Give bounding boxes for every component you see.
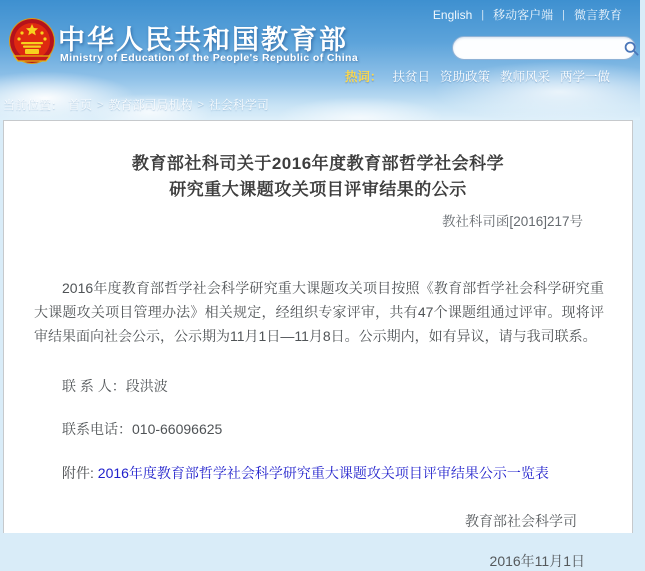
- site-title: 中华人民共和国教育部: [58, 25, 348, 55]
- top-link-weiyan-jiaoyu[interactable]: 微言教育: [573, 8, 622, 22]
- top-utility-links: [433, 6, 622, 23]
- attachment-line: [34, 463, 604, 483]
- breadcrumb: [3, 96, 269, 113]
- breadcrumb-separator: >: [97, 98, 104, 111]
- document-body-paragraph: 2016年度教育部哲学社会科学研究重大课题攻关项目按照《教育部哲学社会科学研究重大课题攻关项目管理办法》相关规定，经组织专家评审，共有47个课题组通过评审。现将评审结果面向社会公示，公示期为11月1日—11月8日。公示期内，如有异议，请与我司联系。: [34, 280, 604, 344]
- breadcrumb-separator: >: [197, 98, 204, 111]
- breadcrumb-item-departments[interactable]: 教育部司局机构: [108, 98, 193, 112]
- breadcrumb-item-home[interactable]: 首页: [68, 98, 93, 112]
- search-button[interactable]: [624, 37, 645, 59]
- hot-words-label: 热词：: [344, 70, 383, 84]
- contact-person-line: 联 系 人：段洪波: [62, 378, 168, 394]
- hot-word-link-jiaoshifengcai[interactable]: 教师风采: [499, 70, 550, 84]
- hot-words-bar: [345, 67, 610, 85]
- search-input[interactable]: [453, 37, 624, 59]
- document-title: [4, 151, 632, 203]
- attachment-link[interactable]: 2016年度教育部哲学社会科学研究重大课题攻关项目评审结果公示一览表: [97, 465, 549, 481]
- top-link-english[interactable]: English: [432, 7, 473, 22]
- top-link-mobile-client[interactable]: 移动客户端: [493, 8, 554, 22]
- hot-word-link-fupinri[interactable]: 扶贫日: [392, 70, 430, 84]
- document-number: 教社科司函[2016]217号: [441, 214, 583, 229]
- hot-word-link-zizhuzhengce[interactable]: 资助政策: [439, 70, 490, 84]
- site-header: [0, 0, 640, 120]
- search-icon: [624, 41, 639, 56]
- breadcrumb-label: 当前位置：: [3, 98, 64, 112]
- contact-phone-line: 联系电话：010-66096625: [62, 421, 223, 437]
- document-panel: [3, 120, 633, 569]
- hot-word-link-liangxueyizuo[interactable]: 两学一做: [559, 70, 610, 84]
- top-links-divider: |: [481, 8, 485, 21]
- breadcrumb-item-social-science[interactable]: 社会科学司: [208, 98, 269, 112]
- search-box: [452, 36, 636, 60]
- issuing-department-signature: 教育部社会科学司: [465, 513, 577, 529]
- document-date: 2016年11月1日: [489, 553, 585, 569]
- top-links-divider: |: [562, 8, 565, 21]
- document-title-line1: 教育部社科司关于2016年度教育部哲学社会科学: [131, 154, 505, 173]
- national-emblem-logo: [8, 16, 56, 68]
- site-subtitle: Ministry of Education of the People's Republic of China: [60, 52, 359, 64]
- attachment-label: 附件:: [62, 465, 98, 481]
- document-title-line2: 研究重大课题攻关项目评审结果的公示: [169, 180, 467, 199]
